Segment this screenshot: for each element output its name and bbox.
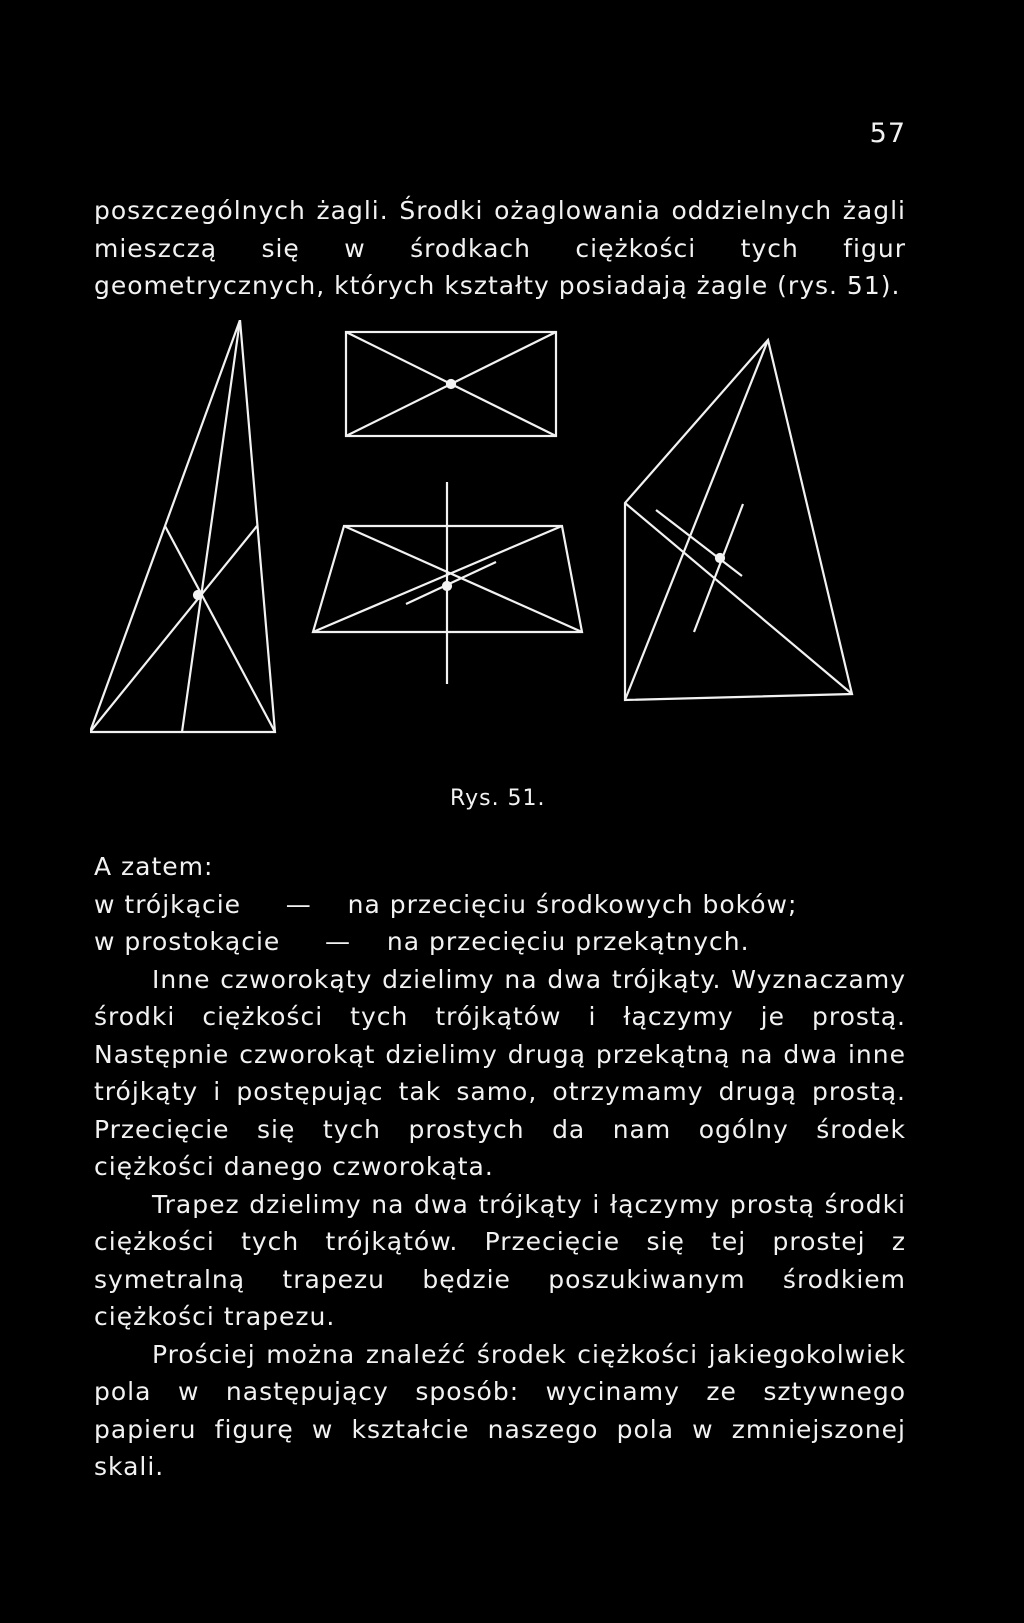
list-item-right: na przecięciu przekątnych.: [386, 927, 750, 956]
intro-paragraph-block: [94, 192, 906, 305]
figure-51-sail-shapes: [90, 320, 910, 780]
lower-text-block: [94, 848, 906, 1486]
list-item-left: w prostokącie: [94, 927, 281, 956]
triangle-shape: [90, 320, 275, 732]
a-zatem-line: [94, 848, 906, 886]
page-number: 57: [869, 118, 906, 149]
list-item-dash: —: [325, 927, 352, 956]
rectangle-shape: [346, 332, 556, 436]
trapezoid-shape: [313, 482, 582, 684]
a-zatem-label: A zatem:: [94, 852, 214, 881]
quadrilateral-paragraph: Inne czworokąty dzielimy na dwa trójkąty. Wyznaczamy środki ciężkości tych trójkątów i łączymy je prostą. Następnie czworokąt dzielimy drugą przekątną na dwa inne trójkąty i postępując tak samo, otrzymamy drugą prostą. Przecięcie się tych prostych da nam ogólny środek ciężkości danego czworokąta.: [94, 964, 906, 1181]
quadrilateral-shape: [625, 340, 852, 700]
intro-paragraph: poszczególnych żagli. Środki ożaglowania oddzielnych żagli mieszczą się w środkach ciężkości tych figur geometrycznych, których kształty posiadają żagle (rys. 51).: [94, 196, 906, 300]
figure-caption: Rys. 51.: [450, 786, 546, 811]
list-item-dash: —: [285, 889, 312, 919]
list-item: [94, 886, 906, 924]
list-item-left: w trójkącie: [94, 889, 242, 919]
simpler-method-paragraph: Prościej można znaleźć środek ciężkości jakiegokolwiek pola w następujący sposób: wycinamy ze sztywnego papieru figurę w kształcie naszego pola w zmniejszonej skali.: [94, 1339, 906, 1481]
list-item-right: na przecięciu środkowych boków;: [347, 889, 798, 919]
list-item: [94, 923, 906, 961]
trapezoid-paragraph: Trapez dzielimy na dwa trójkąty i łączymy prostą środki ciężkości tych trójkątów. Przecięcie się tej prostej z symetralną trapezu będzie poszukiwanym środkiem ciężkości trapezu.: [94, 1189, 906, 1331]
